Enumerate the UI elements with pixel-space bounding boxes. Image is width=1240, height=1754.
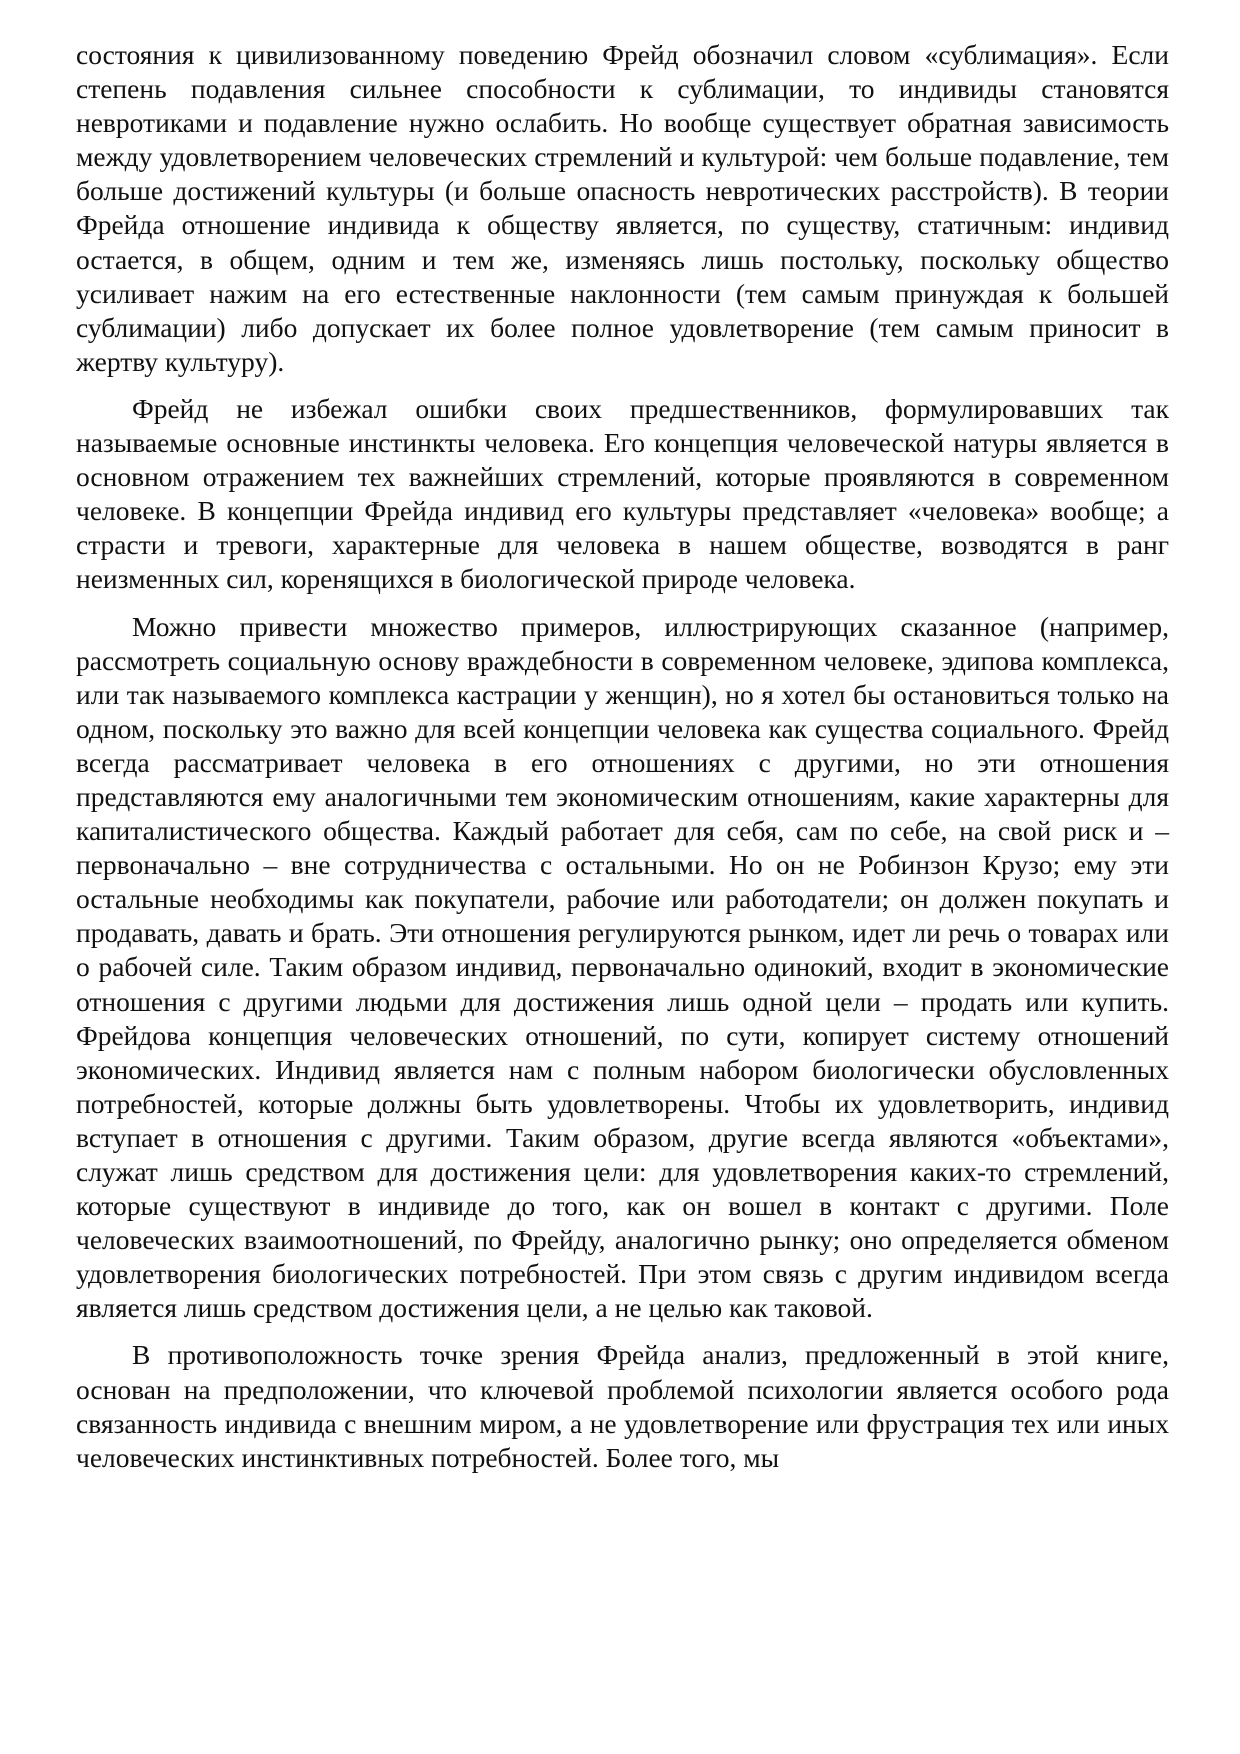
paragraph-continuation: состояния к цивилизованному поведению Фрейд обозначил словом «сублимация». Если степень подавления сильнее способности к сублимации, то индивиды становятся невротиками и подавление нужно ослабить. Но вообще существует обратная зависимость между удовлетворением человеческих стремлений и культурой: чем больше подавление, тем больше достижений культуры (и больше опасность невротических расстройств). В теории Фрейда отношение индивида к обществу является, по существу, статичным: индивид остается, в общем, одним и тем же, изменяясь лишь постольку, поскольку общество усиливает нажим на его естественные наклонности (тем самым принуждая к большей сублимации) либо допускает их более полное удовлетворение (тем самым приносит в жертву культуру). — [76, 39, 1169, 377]
paragraph-relatedness: В противоположность точке зрения Фрейда анализ, предложенный в этой книге, основан на предположении, что ключевой проблемой психологии является особого рода связанность индивида с внешним миром, а не удовлетворение или фрустрация тех или иных человеческих инстинктивных потребностей. Более того, мы — [76, 1339, 1169, 1473]
paragraph-freud-instincts: Фрейд не избежал ошибки своих предшественников, формулировавших так называемые основные инстинкты человека. Его концепция человеческой натуры является в основном отражением тех важнейших стремлений, которые проявляются в современном человеке. В концепции Фрейда индивид его культуры представляет «человека» вообще; а страсти и тревоги, характерные для человека в нашем обществе, возводятся в ранг неизменных сил, коренящихся в биологической природе человека. — [76, 392, 1169, 595]
paragraph-economic-relations: Можно привести множество примеров, иллюстрирующих сказанное (например, рассмотреть социальную основу враждебности в современном человеке, эдипова комплекса, или так называемого комплекса кастрации у женщин), но я хотел бы остановиться только на одном, поскольку это важно для всей концепции человека как существа социального. Фрейд всегда рассматривает человека в его отношениях с другими, но эти отношения представляются ему аналогичными тем экономическим отношениям, какие характерны для капиталистического общества. Каждый работает для себя, сам по себе, на свой риск и – первоначально – вне сотрудничества с остальными. Но он не Робинзон Крузо; ему эти остальные необходимы как покупатели, рабочие или работодатели; он должен покупать и продавать, давать и брать. Эти отношения регулируются рынком, идет ли речь о товарах или о рабочей силе. Таким образом индивид, первоначально одинокий, входит в экономические отношения с другими людьми для достижения лишь одной цели – продать или купить. Фрейдова концепция человеческих отношений, по сути, копирует систему отношений экономических. Индивид является нам с полным набором биологически обусловленных потребностей, которые должны быть удовлетворены. Чтобы их удовлетворить, индивид вступает в отношения с другими. Таким образом, другие всегда являются «объектами», служат лишь средством для достижения цели: для удовлетворения каких-то стремлений, которые существуют в индивиде до того, как он вошел в контакт с другими. Поле человеческих взаимоотношений, по Фрейду, аналогично рынку; оно определяется обменом удовлетворения биологических потребностей. При этом связь с другим индивидом всегда является лишь средством достижения цели, а не целью как таковой. — [76, 610, 1169, 1324]
body-text — [76, 38, 1169, 1488]
